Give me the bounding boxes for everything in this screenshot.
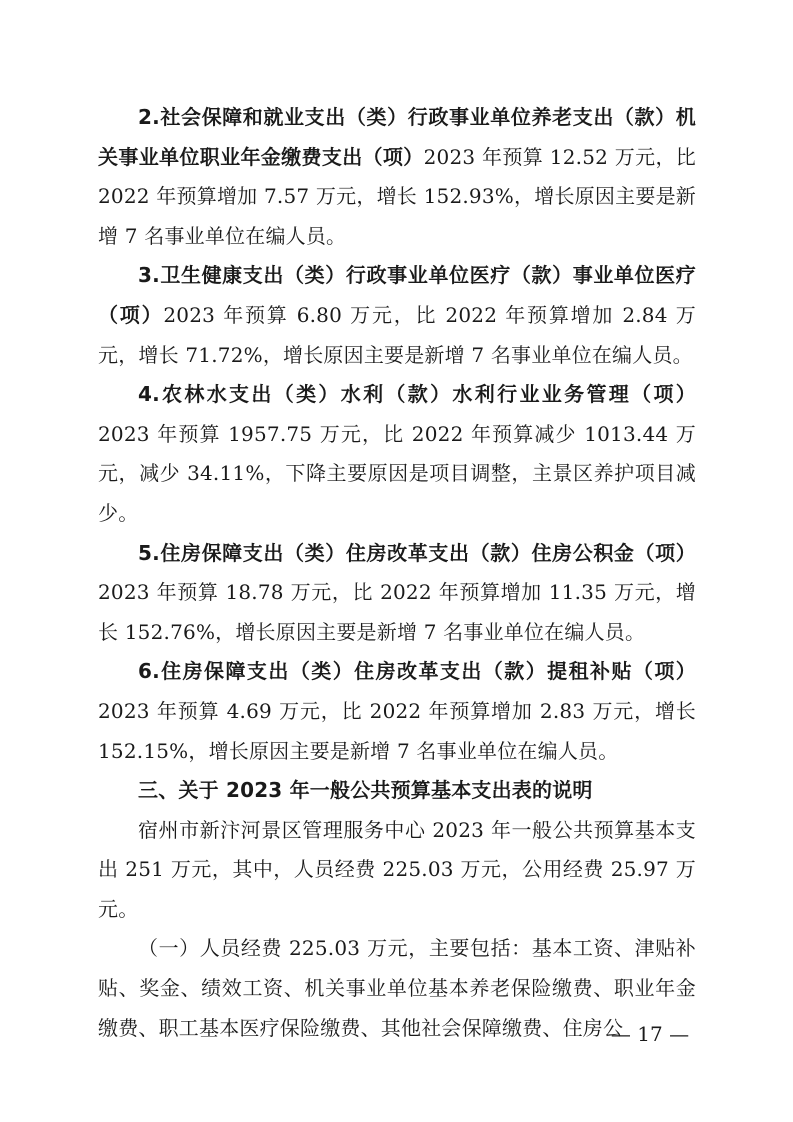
paragraph-lead: 2.社会保障和就业支出（类）行政事业单位养老支出（款）机关事业单位职业年金缴费支出（项）: [98, 105, 696, 169]
paragraph-lead: 3.卫生健康支出（类）行政事业单位医疗（款）事业单位医疗（项）: [98, 263, 696, 327]
page-number: — 17 —: [610, 1022, 690, 1046]
paragraph-health: [98, 256, 696, 375]
paragraph-text: 2023 年预算 12.52 万元，比 2022 年预算增加 7.57 万元，增长 152.93%，增长原因主要是新增 7 名事业单位在编人员。: [98, 144, 697, 248]
paragraph-summary: 宿州市新汴河景区管理服务中心 2023 年一般公共预算基本支出 251 万元，其中，人员经费 225.03 万元，公用经费 25.97 万元。: [98, 817, 696, 921]
paragraph-rent-subsidy: [98, 652, 696, 771]
paragraph-agriculture-water: [98, 375, 696, 533]
paragraph-personnel-expenses: （一）人员经费 225.03 万元，主要包括：基本工资、津贴补贴、奖金、绩效工资、机关事业单位基本养老保险缴费、职业年金缴费、职工基本医疗保险缴费、其他社会保障缴费、住房公: [98, 936, 696, 1040]
paragraph-lead: 5.住房保障支出（类）住房改革支出（款）住房公积金（项）: [138, 540, 696, 565]
paragraph-text: 2023 年预算 4.69 万元，比 2022 年预算增加 2.83 万元，增长 152.15%，增长原因主要是新增 7 名事业单位在编人员。: [98, 698, 696, 763]
paragraph-lead: 4.农林水支出（类）水利（款）水利行业业务管理（项）: [138, 382, 696, 407]
paragraph-text: 2023 年预算 6.80 万元，比 2022 年预算增加 2.84 万元，增长 71.72%，增长原因主要是新增 7 名事业单位在编人员。: [98, 302, 696, 367]
paragraph-lead: 6.住房保障支出（类）住房改革支出（款）提租补贴（项）: [138, 659, 696, 684]
paragraph-text: 2023 年预算 1957.75 万元，比 2022 年预算减少 1013.44 万元，减少 34.11%，下降主要原因是项目调整，主景区养护项目减少。: [98, 421, 696, 525]
section-heading: 三、关于 2023 年一般公共预算基本支出表的说明: [138, 778, 593, 803]
paragraph-text: 2023 年预算 18.78 万元，比 2022 年预算增加 11.35 万元，增长 152.76%，增长原因主要是新增 7 名事业单位在编人员。: [98, 580, 696, 644]
document-body: [98, 98, 696, 1048]
paragraph-social-security: [98, 98, 696, 256]
paragraph-housing-fund: [98, 534, 696, 653]
